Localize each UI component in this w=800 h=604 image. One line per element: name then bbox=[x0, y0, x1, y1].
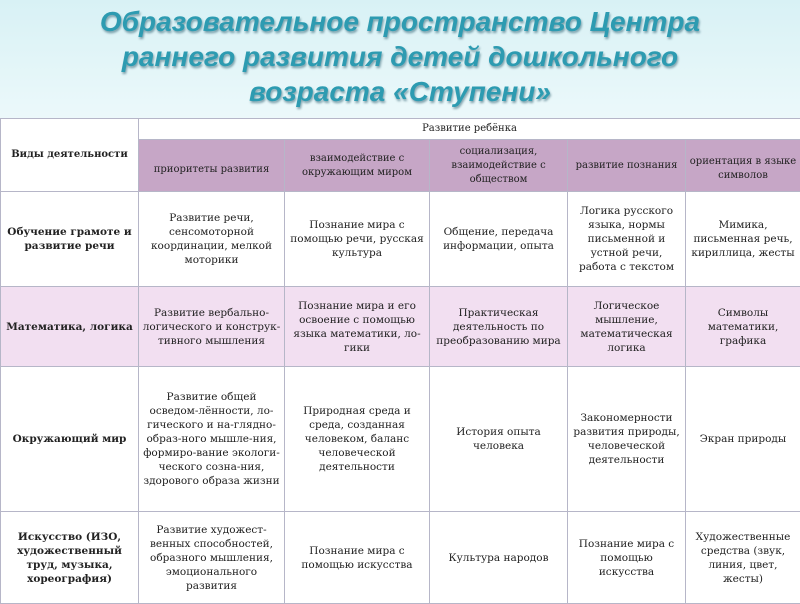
group-header-cell bbox=[139, 119, 800, 140]
table-cell: История опыта человека bbox=[430, 367, 568, 512]
table-cell: Символы математики, графика bbox=[686, 287, 800, 367]
activity-table bbox=[0, 118, 800, 604]
table-cell: Общение, передача информации, опыта bbox=[430, 192, 568, 287]
table-cell: Развитие художест-венных способностей, образного мышления, эмоционального развития bbox=[139, 512, 285, 604]
row-label: Окружающий мир bbox=[1, 367, 139, 512]
page-title bbox=[0, 0, 800, 116]
row-header-cell bbox=[1, 119, 139, 192]
column-header-label: ориентация в языке символов bbox=[689, 149, 797, 183]
table-cell: Развитие общей осведом-лённости, ло-гического и на-глядно-образ-ного мышле-ния, формиро-вание экологи-ческого созна-ния, здорового образа жизни bbox=[139, 367, 285, 512]
column-header-label: социализация, взаимодействие с обществом bbox=[433, 145, 564, 187]
title-line-1: Образовательное пространство Центра bbox=[0, 4, 800, 39]
table-cell: Познание мира с помощью искусства bbox=[568, 512, 686, 604]
title-line-2: раннего развития детей дошкольного bbox=[0, 39, 800, 74]
table-cell: Развитие вербально-логического и конструк-тивного мышления bbox=[139, 287, 285, 367]
table-row bbox=[1, 287, 800, 367]
column-header-label: приоритеты развития bbox=[142, 154, 281, 177]
group-header: Развитие ребёнка bbox=[422, 123, 517, 134]
table-row bbox=[1, 367, 800, 512]
table-cell: Познание мира с помощью речи, русская культура bbox=[285, 192, 430, 287]
table-cell: Практическая деятельность по преобразованию мира bbox=[430, 287, 568, 367]
column-header bbox=[430, 140, 568, 192]
table-cell: Экран природы bbox=[686, 367, 800, 512]
table-cell: Познание мира и его освоение с помощью языка математики, ло-гики bbox=[285, 287, 430, 367]
table-cell: Мимика, письменная речь, кириллица, жесты bbox=[686, 192, 800, 287]
table-row bbox=[1, 512, 800, 604]
table-row bbox=[1, 192, 800, 287]
table-cell: Логика русского языка, нормы письменной и устной речи, работа с текстом bbox=[568, 192, 686, 287]
table-cell: Познание мира с помощью искусства bbox=[285, 512, 430, 604]
row-header: Виды деятельности bbox=[11, 149, 128, 160]
table-cell: Художественные средства (звук, линия, цвет, жесты) bbox=[686, 512, 800, 604]
column-header bbox=[285, 140, 430, 192]
column-header bbox=[686, 140, 800, 192]
title-line-3: возраста «Ступени» bbox=[0, 74, 800, 109]
table-cell: Закономерности развития природы, человеческой деятельности bbox=[568, 367, 686, 512]
table-cell: Культура народов bbox=[430, 512, 568, 604]
row-label: Обучение грамоте и развитие речи bbox=[1, 192, 139, 287]
table-cell: Природная среда и среда, созданная человеком, баланс человеческой деятельности bbox=[285, 367, 430, 512]
table-cell: Развитие речи, сенсомоторной координации, мелкой моторики bbox=[139, 192, 285, 287]
column-header-label: взаимодействие с окружающим миром bbox=[288, 152, 426, 180]
column-header bbox=[568, 140, 686, 192]
column-header-label: развитие познания bbox=[571, 159, 682, 173]
row-label: Искусство (ИЗО, художественный труд, музыка, хореография) bbox=[1, 512, 139, 604]
row-label: Математика, логика bbox=[1, 287, 139, 367]
column-header bbox=[139, 140, 285, 192]
table-cell: Логическое мышление, математическая логика bbox=[568, 287, 686, 367]
